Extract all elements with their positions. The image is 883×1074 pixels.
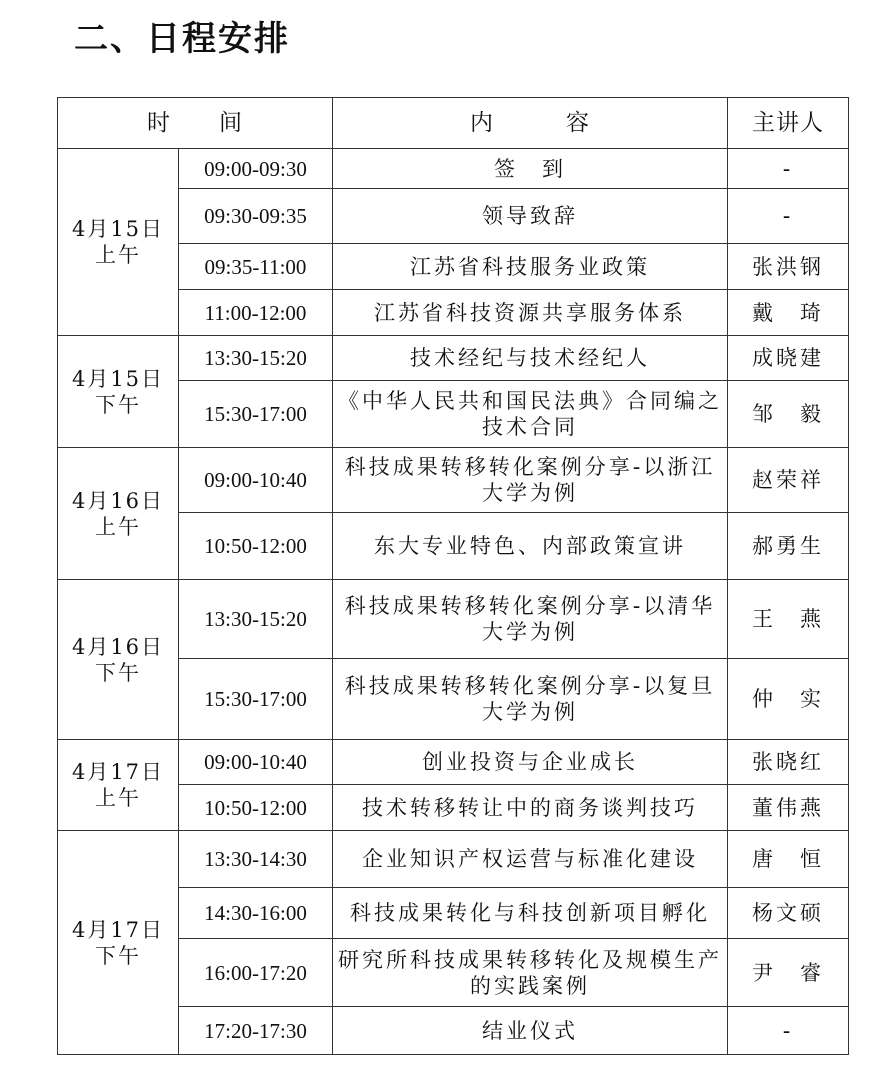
- table-row: [58, 448, 849, 513]
- table-row: [58, 580, 849, 659]
- session-date-cell: [58, 740, 179, 831]
- time-cell: 09:30-09:35: [179, 189, 333, 244]
- speaker-cell: 杨文硕: [728, 888, 849, 939]
- time-cell: 15:30-17:00: [179, 659, 333, 740]
- speaker-cell: 王 燕: [728, 580, 849, 659]
- content-cell: 江苏省科技服务业政策: [333, 244, 728, 290]
- speaker-cell: 郝勇生: [728, 513, 849, 580]
- content-cell: 技术经纪与技术经纪人: [333, 336, 728, 381]
- session-date-cell: [58, 149, 179, 336]
- session-period: 下午: [95, 943, 141, 968]
- page-title: 二、日程安排: [74, 19, 290, 59]
- session-date: 4月16日: [71, 634, 165, 659]
- speaker-cell: -: [728, 1007, 849, 1055]
- session-period: 上午: [95, 514, 141, 539]
- speaker-cell: 张晓红: [728, 740, 849, 785]
- session-period: 上午: [95, 243, 141, 267]
- content-cell: 《中华人民共和国民法典》合同编之技术合同: [333, 381, 728, 448]
- content-cell: 创业投资与企业成长: [333, 740, 728, 785]
- content-cell: 科技成果转移转化案例分享-以清华大学为例: [333, 580, 728, 659]
- content-cell: 科技成果转移转化案例分享-以复旦大学为例: [333, 659, 728, 740]
- content-cell: 东大专业特色、内部政策宣讲: [333, 513, 728, 580]
- table-row: [58, 336, 849, 381]
- session-period: 上午: [95, 786, 141, 810]
- time-cell: 09:00-09:30: [179, 149, 333, 189]
- speaker-cell: 董伟燕: [728, 785, 849, 831]
- time-cell: 09:00-10:40: [179, 740, 333, 785]
- header-speaker: 主讲人: [728, 98, 849, 149]
- header-time: 时 间: [58, 98, 333, 149]
- session-date: 4月17日: [71, 760, 165, 784]
- content-cell: 科技成果转化与科技创新项目孵化: [333, 888, 728, 939]
- session-date: 4月16日: [71, 488, 165, 513]
- table-row: [58, 831, 849, 888]
- table-row: [58, 149, 849, 189]
- time-cell: 15:30-17:00: [179, 381, 333, 448]
- time-cell: 11:00-12:00: [179, 290, 333, 336]
- session-period: 下午: [95, 660, 141, 685]
- content-cell: 结业仪式: [333, 1007, 728, 1055]
- content-cell: 技术转移转让中的商务谈判技巧: [333, 785, 728, 831]
- session-date-cell: [58, 448, 179, 580]
- session-period: 下午: [95, 392, 141, 417]
- time-cell: 09:00-10:40: [179, 448, 333, 513]
- table-header-row: [58, 98, 849, 149]
- time-cell: 13:30-14:30: [179, 831, 333, 888]
- content-cell: 企业知识产权运营与标准化建设: [333, 831, 728, 888]
- time-cell: 16:00-17:20: [179, 939, 333, 1007]
- content-cell: 研究所科技成果转移转化及规模生产的实践案例: [333, 939, 728, 1007]
- speaker-cell: 仲 实: [728, 659, 849, 740]
- time-cell: 14:30-16:00: [179, 888, 333, 939]
- session-date-cell: [58, 580, 179, 740]
- time-cell: 17:20-17:30: [179, 1007, 333, 1055]
- speaker-cell: 赵荣祥: [728, 448, 849, 513]
- table-row: [58, 740, 849, 785]
- time-cell: 13:30-15:20: [179, 336, 333, 381]
- content-cell: 签 到: [333, 149, 728, 189]
- time-cell: 10:50-12:00: [179, 513, 333, 580]
- time-cell: 10:50-12:00: [179, 785, 333, 831]
- content-cell: 领导致辞: [333, 189, 728, 244]
- session-date: 4月15日: [71, 217, 165, 241]
- time-cell: 13:30-15:20: [179, 580, 333, 659]
- session-date-cell: [58, 831, 179, 1055]
- session-date: 4月17日: [71, 917, 165, 942]
- speaker-cell: 唐 恒: [728, 831, 849, 888]
- session-date: 4月15日: [71, 366, 165, 391]
- speaker-cell: 戴 琦: [728, 290, 849, 336]
- schedule-table: [57, 97, 849, 1055]
- content-cell: 科技成果转移转化案例分享-以浙江大学为例: [333, 448, 728, 513]
- session-date-cell: [58, 336, 179, 448]
- speaker-cell: -: [728, 189, 849, 244]
- speaker-cell: -: [728, 149, 849, 189]
- speaker-cell: 尹 睿: [728, 939, 849, 1007]
- time-cell: 09:35-11:00: [179, 244, 333, 290]
- content-cell: 江苏省科技资源共享服务体系: [333, 290, 728, 336]
- speaker-cell: 邹 毅: [728, 381, 849, 448]
- header-content: 内 容: [333, 98, 728, 149]
- speaker-cell: 张洪钢: [728, 244, 849, 290]
- speaker-cell: 成晓建: [728, 336, 849, 381]
